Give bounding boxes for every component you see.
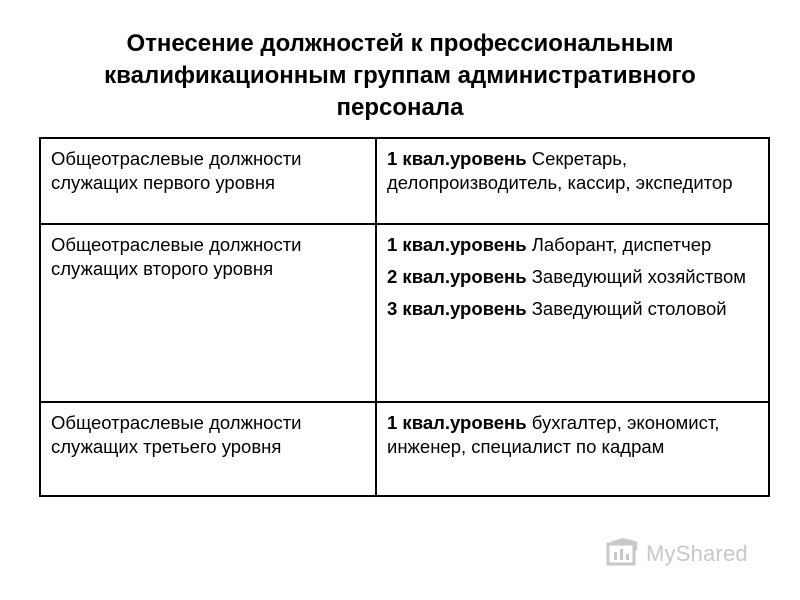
level-entry (387, 147, 760, 195)
level-positions: Заведующий хозяйством (526, 266, 746, 287)
level-entry (387, 233, 760, 257)
title-line: персонала (336, 94, 464, 121)
title-line: квалификационным группам административного (104, 62, 696, 89)
watermark-text: MyShared (646, 541, 748, 566)
table-row (40, 138, 769, 224)
levels-cell (376, 402, 769, 496)
levels-cell (376, 224, 769, 402)
level-positions: Лаборант, диспетчер (526, 234, 712, 255)
watermark-logo (606, 536, 766, 572)
table-row (40, 402, 769, 496)
group-cell: Общеотраслевые должности служащих второго уровня (40, 224, 376, 402)
level-positions: Секретарь, делопроизводитель, кассир, экспедитор (387, 148, 733, 193)
level-label: 1 квал.уровень (387, 412, 527, 433)
table-row (40, 224, 769, 402)
level-label: 3 квал.уровень (387, 298, 527, 319)
title-line: Отнесение должностей к профессиональным (126, 30, 674, 57)
level-label: 2 квал.уровень (387, 266, 527, 287)
mortarboard-icon (606, 538, 640, 570)
level-label: 1 квал.уровень (387, 148, 527, 169)
level-entry (387, 265, 760, 289)
level-entry (387, 297, 760, 321)
group-cell: Общеотраслевые должности служащих первого уровня (40, 138, 376, 224)
group-cell: Общеотраслевые должности служащих третьего уровня (40, 402, 376, 496)
level-positions: Заведующий столовой (526, 298, 727, 319)
level-entry (387, 411, 760, 459)
page-title (40, 28, 760, 124)
level-label: 1 квал.уровень (387, 234, 527, 255)
qualification-groups-table (39, 137, 770, 497)
levels-cell (376, 138, 769, 224)
level-positions: бухгалтер, экономист, инженер, специалист по кадрам (387, 412, 720, 457)
